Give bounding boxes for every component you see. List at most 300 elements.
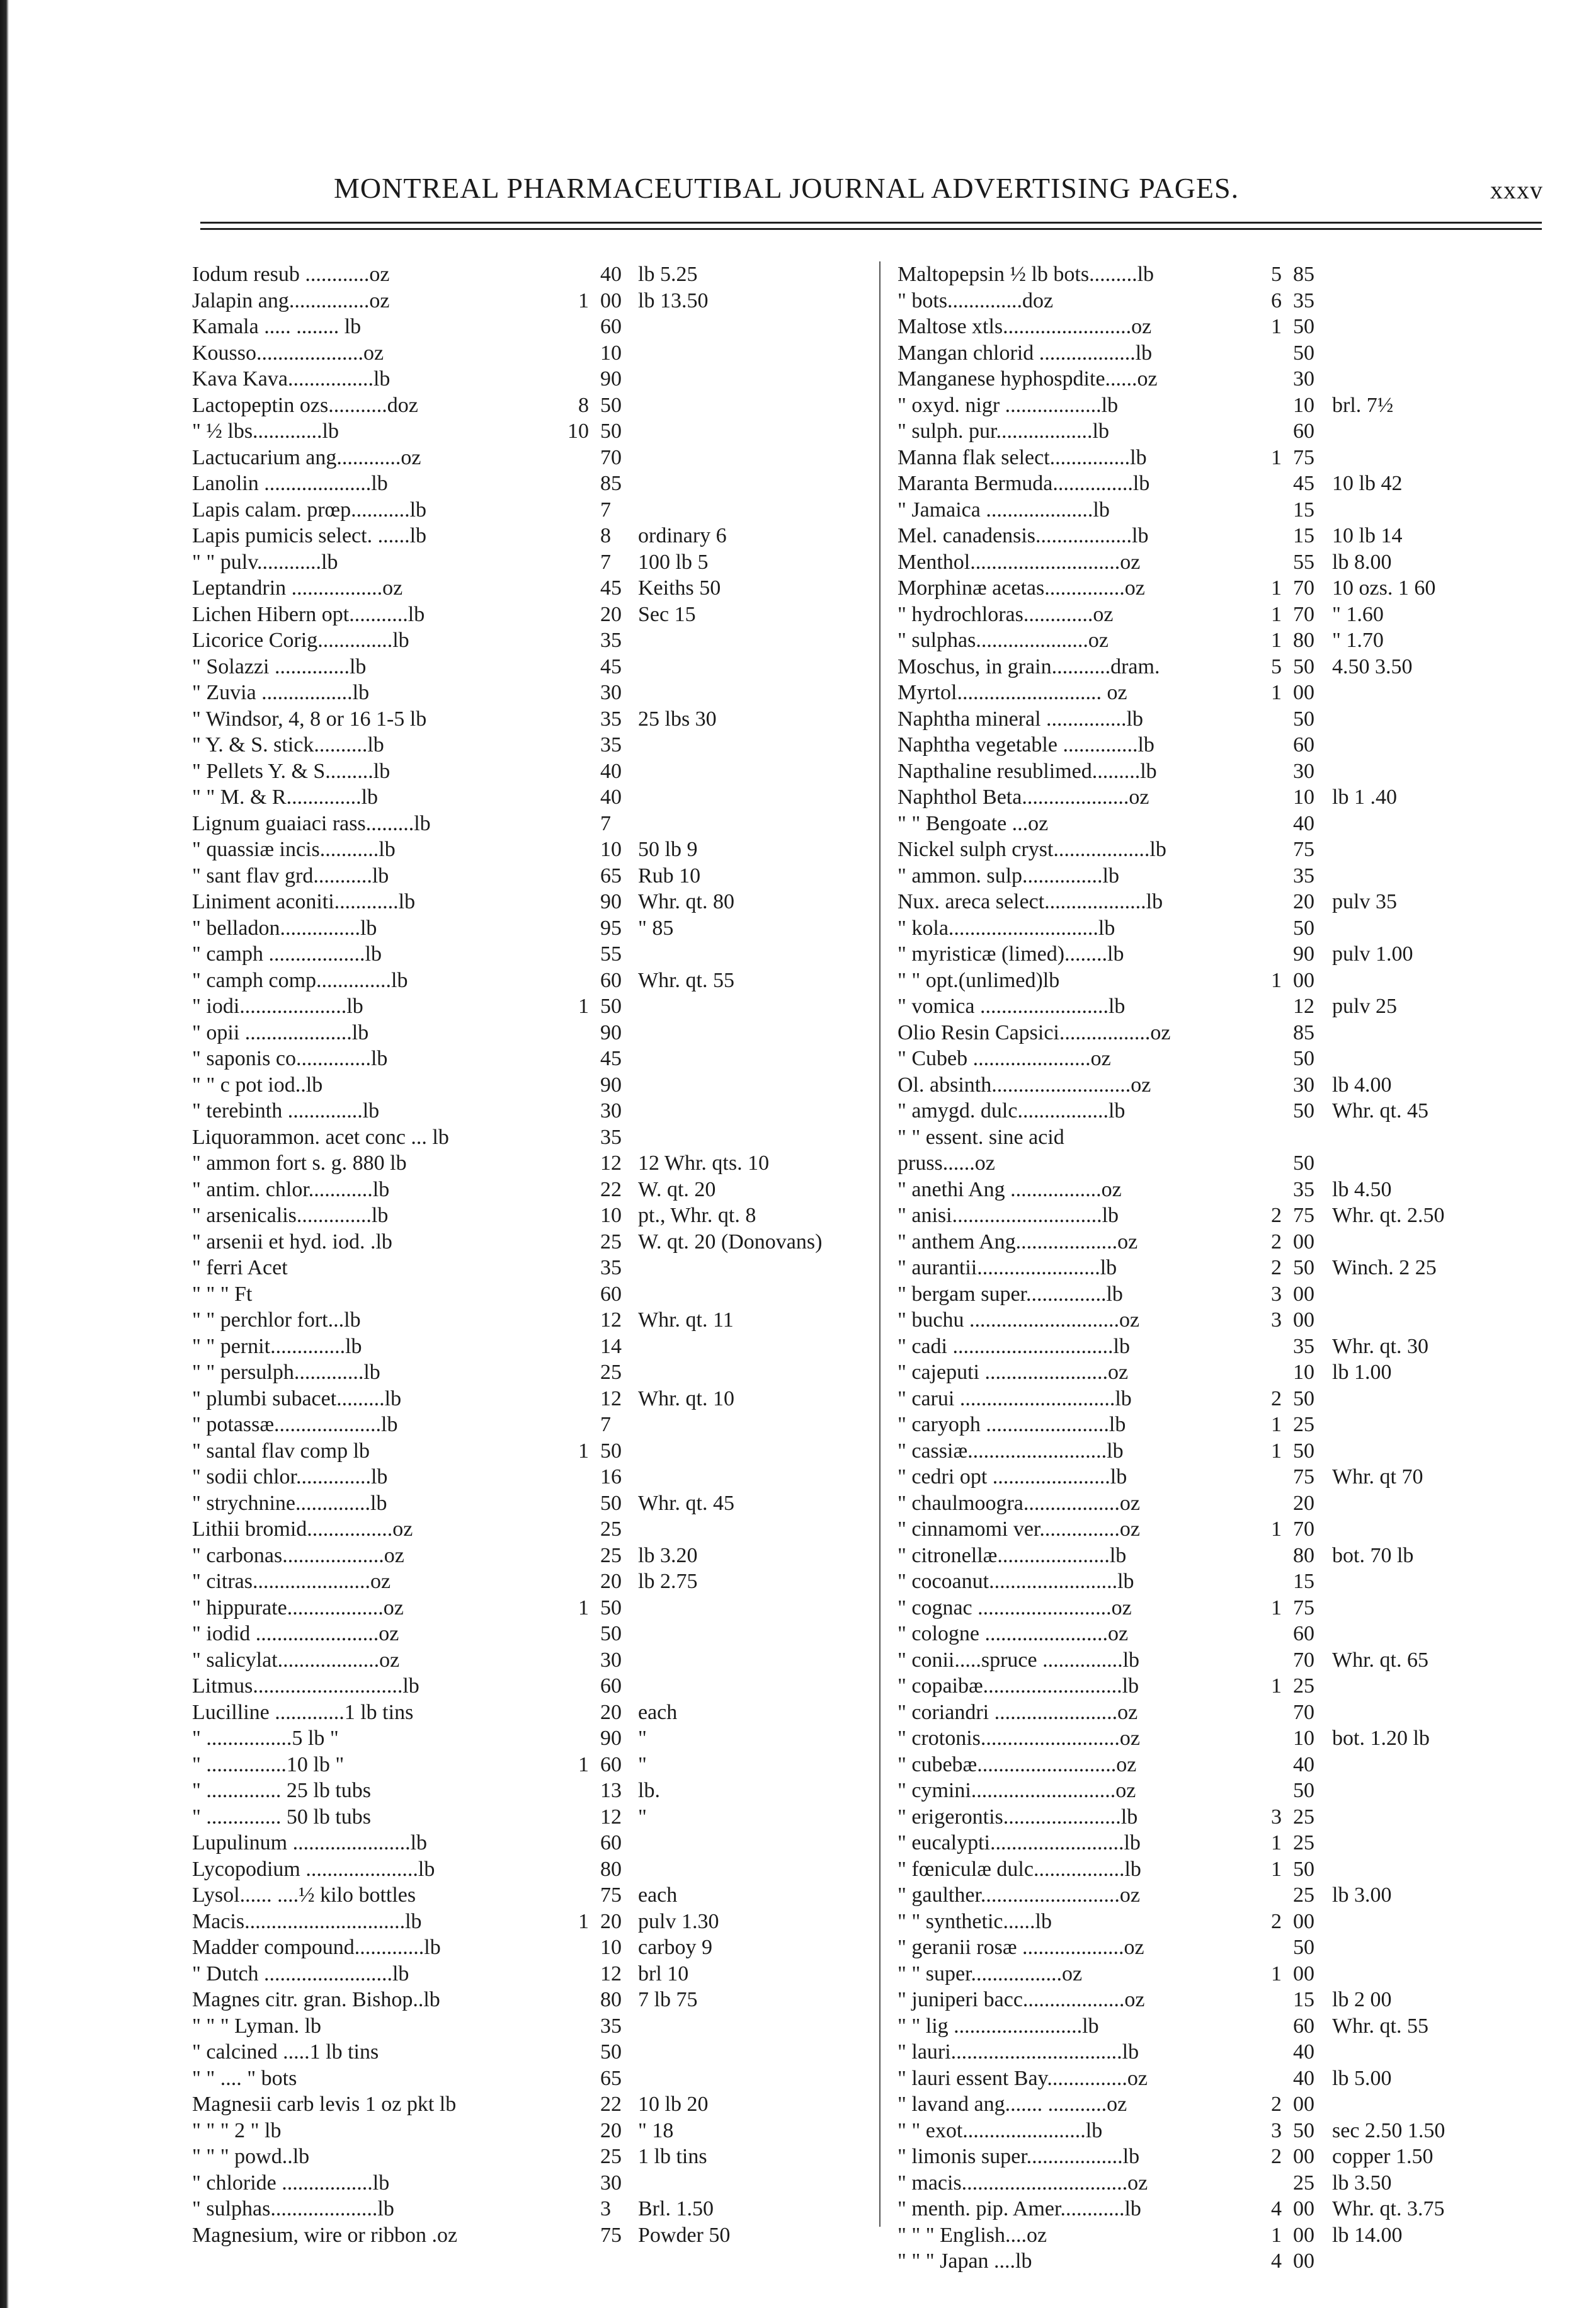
item-price-cents: 00: [1293, 2249, 1314, 2273]
price-list-entry: [192, 2196, 822, 2222]
price-list-entry: [192, 314, 822, 340]
item-price-cents: 60: [1293, 733, 1314, 757]
price-list-entry: [192, 1856, 822, 1883]
item-name: Leptandrin .................oz: [192, 576, 403, 600]
item-name: " cedri opt ......................lb: [898, 1465, 1127, 1488]
page-header: [315, 164, 1543, 208]
price-list-entry: [192, 1700, 822, 1726]
item-price-cents: 7: [600, 811, 611, 835]
item-note: lb 5.25: [638, 263, 698, 286]
item-price-cents: 00: [1293, 2223, 1314, 2247]
item-name: " arsenicalis..............lb: [192, 1204, 389, 1227]
price-list-entry: [192, 2091, 822, 2118]
item-price-cents: 7: [600, 550, 611, 574]
item-price-cents: 50: [1293, 1439, 1314, 1463]
price-list-entry: [192, 1464, 822, 1490]
item-price-cents: 14: [600, 1334, 622, 1358]
item-name: " ammon fort s. g. 880 lb: [192, 1151, 407, 1175]
item-price-cents: 60: [600, 315, 622, 338]
item-price-dollars: 4: [1271, 2249, 1282, 2273]
price-list-entry: [192, 1281, 822, 1308]
item-note: Whr. qt. 65: [1332, 1648, 1428, 1672]
item-price-cents: 50: [1293, 707, 1314, 731]
price-list-entry: [898, 392, 1527, 419]
item-name: Nickel sulph cryst..................lb: [898, 838, 1166, 861]
price-list-entry: [898, 1725, 1527, 1752]
price-list-entry: [898, 1568, 1527, 1595]
item-price-cents: 80: [1293, 629, 1314, 652]
price-list-entry: [898, 523, 1527, 549]
item-name: " belladon...............lb: [192, 916, 377, 940]
item-name: " myristicæ (limed)........lb: [898, 942, 1124, 966]
item-name: " " pernit..............lb: [192, 1334, 362, 1358]
column-divider: [879, 261, 881, 2227]
item-name: " amygd. dulc.................lb: [898, 1099, 1126, 1123]
item-name: Lapis calam. prœp...........lb: [192, 498, 427, 522]
price-list-entry: [192, 706, 822, 733]
item-price-cents: 00: [1293, 2197, 1314, 2220]
price-list-entry: [192, 680, 822, 706]
price-list-entry: [898, 680, 1527, 706]
price-list-entry: [192, 1098, 822, 1124]
item-price-cents: 50: [600, 1491, 622, 1515]
item-price-dollars: 1: [1271, 968, 1282, 992]
item-price-cents: 45: [600, 1047, 622, 1070]
price-list-entry: [898, 1700, 1527, 1726]
price-list-entry: [898, 1098, 1527, 1124]
item-name: " sodii chlor..............lb: [192, 1465, 388, 1488]
item-note: lb 2.75: [638, 1570, 698, 1593]
item-price-cents: 50: [600, 2040, 622, 2064]
price-list-entry: [898, 261, 1527, 288]
price-list-entry: [898, 1359, 1527, 1386]
item-name: " antim. chlor............lb: [192, 1177, 390, 1201]
item-note: Whr. qt. 55: [1332, 2014, 1428, 2038]
item-price-dollars: 1: [1271, 1439, 1282, 1463]
price-list-entry: [898, 1934, 1527, 1961]
header-rule-bottom: [200, 228, 1542, 230]
price-list-entry: [898, 1281, 1527, 1308]
price-list-entry: [192, 1882, 822, 1909]
price-list-entry: [898, 418, 1527, 445]
item-price-cents: 10: [1293, 1727, 1314, 1750]
item-price-cents: 85: [1293, 263, 1314, 286]
item-note: Powder 50: [638, 2223, 731, 2247]
item-name: " " " English....oz: [898, 2223, 1047, 2247]
item-price-dollars: 1: [578, 288, 589, 312]
item-name: " kola............................lb: [898, 916, 1115, 940]
item-name: " ................5 lb ": [192, 1727, 339, 1750]
price-list-entry: [898, 627, 1527, 654]
item-note: 50 lb 9: [638, 838, 698, 861]
item-name: " gaulther..........................oz: [898, 1883, 1140, 1907]
price-list-entry: [192, 968, 822, 994]
price-list-entry: [898, 2170, 1527, 2197]
price-list-entry: [192, 523, 822, 549]
item-price-cents: 55: [1293, 550, 1314, 574]
item-price-cents: 35: [1293, 288, 1314, 312]
item-price-cents: 70: [1293, 602, 1314, 626]
item-price-dollars: 4: [1271, 2197, 1282, 2220]
price-list-entry: [192, 1830, 822, 1856]
item-name: " " " Lyman. lb: [192, 2014, 322, 2038]
price-list-entry: [192, 784, 822, 811]
item-name: " camph ..................lb: [192, 942, 382, 966]
item-name: " cubebæ..........................oz: [898, 1752, 1137, 1776]
item-name: " saponis co..............lb: [192, 1047, 388, 1070]
item-note: lb 2 00: [1332, 1988, 1392, 2011]
price-list-entry: [898, 1856, 1527, 1883]
item-name: " hydrochloras.............oz: [898, 602, 1114, 626]
item-name: Licorice Corig..............lb: [192, 629, 409, 652]
item-price-dollars: 8: [578, 393, 589, 417]
item-note: pulv 25: [1332, 995, 1397, 1018]
price-list-entry: [192, 1516, 822, 1543]
item-note: W. qt. 20 (Donovans): [638, 1230, 823, 1254]
item-price-cents: 25: [600, 1230, 622, 1254]
item-name: " strychnine..............lb: [192, 1491, 387, 1515]
item-price-cents: 80: [1293, 1543, 1314, 1567]
price-list-entry: [898, 2144, 1527, 2170]
item-name: Manganese hyphospdite......oz: [898, 367, 1158, 391]
item-price-cents: 20: [600, 1700, 622, 1724]
item-note: 25 lbs 30: [638, 707, 717, 731]
item-price-dollars: 1: [578, 995, 589, 1018]
item-price-cents: 30: [600, 1099, 622, 1123]
item-name: " fœniculæ dulc.................lb: [898, 1857, 1141, 1881]
item-price-cents: 90: [600, 890, 622, 913]
item-note: Winch. 2 25: [1332, 1256, 1437, 1279]
price-list-entry: [898, 1830, 1527, 1856]
price-list-entry: [192, 654, 822, 680]
item-name: " Pellets Y. & S.........lb: [192, 759, 390, 783]
item-price-cents: 13: [600, 1779, 622, 1802]
item-price-cents: 10: [600, 341, 622, 365]
item-note: Whr. qt. 2.50: [1332, 1204, 1445, 1227]
item-price-cents: 70: [1293, 1648, 1314, 1672]
item-note: lb 3.50: [1332, 2171, 1392, 2195]
item-name: " " lig ........................lb: [898, 2014, 1099, 2038]
item-name: Lactucarium ang............oz: [192, 445, 421, 469]
item-note: ": [638, 1805, 647, 1829]
price-list-entry: [192, 1725, 822, 1752]
item-price-dollars: 2: [1271, 1204, 1282, 1227]
item-price-dollars: 2: [1271, 1230, 1282, 1254]
item-price-cents: 20: [600, 1570, 622, 1593]
item-price-cents: 00: [600, 288, 622, 312]
item-price-cents: 15: [1293, 524, 1314, 547]
price-list-entry: [898, 340, 1527, 367]
price-list-entry: [898, 2065, 1527, 2092]
item-price-cents: 25: [600, 1361, 622, 1384]
item-price-cents: 12: [600, 1151, 622, 1175]
item-price-cents: 60: [600, 1282, 622, 1306]
item-price-cents: 75: [1293, 1465, 1314, 1488]
price-list-entry: [898, 1987, 1527, 2013]
item-name: " potassæ....................lb: [192, 1413, 398, 1436]
item-price-dollars: 1: [1271, 629, 1282, 652]
item-note: 10 lb 14: [1332, 524, 1403, 547]
price-list-entry: [898, 837, 1527, 863]
price-list-entry: [898, 1752, 1527, 1778]
price-list-entry: [192, 445, 822, 471]
price-list-entry: [898, 2118, 1527, 2144]
item-price-cents: 60: [600, 1674, 622, 1698]
item-name: " lauri essent Bay...............oz: [898, 2066, 1148, 2090]
item-price-cents: 30: [1293, 1073, 1314, 1097]
item-name: Maltopepsin ½ lb bots.........lb: [898, 263, 1154, 286]
item-price-dollars: 1: [1271, 2223, 1282, 2247]
item-note: brl 10: [638, 1962, 689, 1985]
item-name: Olio Resin Capsici.................oz: [898, 1020, 1171, 1044]
item-price-cents: 8: [600, 524, 611, 547]
price-list-entry: [898, 602, 1527, 628]
item-name: " hippurate..................oz: [192, 1596, 404, 1620]
price-list-entry: [192, 993, 822, 1020]
item-price-cents: 75: [1293, 838, 1314, 861]
price-list-entry: [898, 2248, 1527, 2275]
price-list-entry: [898, 2039, 1527, 2065]
price-list-entry: [898, 1961, 1527, 1987]
item-name: " bots..............doz: [898, 288, 1054, 312]
item-name: " plumbi subacet.........lb: [192, 1386, 402, 1410]
item-name: Moschus, in grain...........dram.: [898, 654, 1160, 678]
item-price-cents: 50: [600, 1622, 622, 1645]
price-list-entry: [192, 1621, 822, 1647]
item-note: lb.: [638, 1779, 660, 1802]
item-price-cents: 70: [1293, 576, 1314, 600]
price-list-entry: [192, 602, 822, 628]
item-price-cents: 50: [600, 393, 622, 417]
item-name: " calcined .....1 lb tins: [192, 2040, 379, 2064]
item-name: Kousso....................oz: [192, 341, 384, 365]
item-note: lb 4.50: [1332, 1177, 1392, 1201]
item-name: Liquorammon. acet conc ... lb: [192, 1125, 449, 1149]
price-list-entry: [192, 1438, 822, 1465]
item-name: " Dutch ........................lb: [192, 1962, 409, 1985]
item-name: pruss......oz: [898, 1151, 995, 1175]
item-price-cents: 40: [600, 786, 622, 809]
price-list-entry: [898, 1778, 1527, 1804]
item-note: bot. 1.20 lb: [1332, 1727, 1430, 1750]
item-price-cents: 15: [1293, 1988, 1314, 2011]
item-note: Brl. 1.50: [638, 2197, 714, 2220]
item-name: Magnesium, wire or ribbon .oz: [192, 2223, 458, 2247]
price-list-entry: [898, 1543, 1527, 1569]
item-note: Whr. qt. 11: [638, 1308, 734, 1332]
item-name: Myrtol........................... oz: [898, 681, 1127, 704]
price-list-entry: [898, 1229, 1527, 1255]
item-name: " ...............10 lb ": [192, 1752, 345, 1776]
item-price-cents: 70: [1293, 1700, 1314, 1724]
price-list-entry: [898, 1621, 1527, 1647]
item-name: " ½ lbs.............lb: [192, 420, 339, 443]
item-price-cents: 60: [600, 1831, 622, 1854]
item-price-cents: 80: [600, 1988, 622, 2011]
item-name: " lavand ang....... ...........oz: [898, 2093, 1127, 2116]
item-note: Whr. qt. 55: [638, 968, 734, 992]
item-name: " cocoanut........................lb: [898, 1570, 1134, 1593]
item-price-cents: 50: [1293, 1386, 1314, 1410]
price-list-entry: [192, 1909, 822, 1935]
item-price-cents: 25: [1293, 1831, 1314, 1854]
item-name: Mel. canadensis..................lb: [898, 524, 1149, 547]
item-price-dollars: 1: [1271, 315, 1282, 338]
price-list-entry: [192, 418, 822, 445]
item-name: " Zuvia .................lb: [192, 681, 370, 704]
item-price-cents: 55: [600, 942, 622, 966]
item-name: " ferri Acet: [192, 1256, 288, 1279]
price-list-entry: [898, 1334, 1527, 1360]
price-list-entry: [192, 732, 822, 758]
price-list-entry: [898, 575, 1527, 602]
item-name: " copaibæ..........................lb: [898, 1674, 1139, 1698]
price-list-entry: [192, 1124, 822, 1151]
price-list-entry: [192, 1229, 822, 1255]
item-name: Maranta Bermuda...............lb: [898, 472, 1150, 495]
header-rule-top: [200, 222, 1542, 224]
item-price-cents: 00: [1293, 1230, 1314, 1254]
item-note: " 85: [638, 916, 674, 940]
price-list-entry: [192, 288, 822, 314]
item-price-cents: 50: [1293, 2118, 1314, 2142]
item-name: " erigerontis......................lb: [898, 1805, 1138, 1829]
item-price-cents: 25: [1293, 1413, 1314, 1436]
item-name: " lauri................................lb: [898, 2040, 1139, 2064]
item-price-cents: 50: [600, 420, 622, 443]
item-price-cents: 7: [600, 498, 611, 522]
item-name: " macis...............................oz: [898, 2171, 1148, 2195]
item-price-dollars: 1: [1271, 445, 1282, 469]
item-price-cents: 35: [600, 1125, 622, 1149]
item-price-dollars: 1: [578, 1909, 589, 1933]
item-note: " 1.70: [1332, 629, 1384, 652]
item-price-cents: 15: [1293, 1570, 1314, 1593]
item-name: " cologne .......................oz: [898, 1622, 1129, 1645]
price-list-entry: [898, 863, 1527, 889]
journal-title: MONTREAL PHARMACEUTIBAL JOURNAL ADVERTISING PAGES.: [334, 172, 1240, 204]
item-name: " anethi Ang .................oz: [898, 1177, 1122, 1201]
item-price-cents: 65: [600, 2066, 622, 2090]
item-note: Whr. qt. 45: [1332, 1099, 1428, 1123]
price-list-entry: [192, 1020, 822, 1046]
item-price-cents: 75: [1293, 1596, 1314, 1620]
item-price-dollars: 1: [1271, 576, 1282, 600]
item-name: " " opt.(unlimed)lb: [898, 968, 1060, 992]
item-name: Jalapin ang...............oz: [192, 288, 390, 312]
item-name: " " perchlor fort...lb: [192, 1308, 361, 1332]
price-list-entry: [898, 314, 1527, 340]
item-price-cents: 85: [1293, 1020, 1314, 1044]
price-list-entry: [898, 497, 1527, 523]
item-note: lb 8.00: [1332, 550, 1392, 574]
item-price-dollars: 5: [1271, 263, 1282, 286]
item-name: " " exot.......................lb: [898, 2118, 1103, 2142]
item-price-cents: 10: [1293, 393, 1314, 417]
item-price-cents: 40: [1293, 2066, 1314, 2090]
item-price-cents: 20: [600, 2118, 622, 2142]
item-price-cents: 10: [600, 838, 622, 861]
item-name: " chloride .................lb: [192, 2171, 390, 2195]
item-name: " anthem Ang...................oz: [898, 1230, 1138, 1254]
item-price-cents: 75: [600, 1883, 622, 1907]
item-name: Magnes citr. gran. Bishop..lb: [192, 1988, 440, 2011]
price-list-entry: [898, 288, 1527, 314]
item-price-cents: 00: [1293, 2093, 1314, 2116]
item-name: " Cubeb ......................oz: [898, 1047, 1111, 1070]
item-note: lb 1 .40: [1332, 786, 1397, 809]
price-list-entry: [192, 392, 822, 419]
item-name: Lithii bromid................oz: [192, 1517, 413, 1541]
item-name: " limonis super..................lb: [898, 2145, 1140, 2168]
item-price-cents: 30: [600, 2171, 622, 2195]
item-price-cents: 35: [1293, 1334, 1314, 1358]
item-note: ": [638, 1727, 647, 1750]
price-list-entry: [192, 2118, 822, 2144]
item-name: " menth. pip. Amer............lb: [898, 2197, 1141, 2220]
price-list-entry: [192, 1595, 822, 1621]
item-note: Keiths 50: [638, 576, 721, 600]
price-list-entry: [192, 549, 822, 576]
item-price-dollars: 1: [1271, 1962, 1282, 1985]
price-list-entry: [192, 837, 822, 863]
price-list-entry: [898, 1307, 1527, 1334]
item-note: " 18: [638, 2118, 674, 2142]
price-list-entry: [192, 1647, 822, 1674]
item-price-cents: 20: [1293, 1491, 1314, 1515]
item-note: 4.50 3.50: [1332, 654, 1413, 678]
item-price-cents: 10: [600, 1936, 622, 1959]
item-price-cents: 50: [1293, 1857, 1314, 1881]
price-list-entry: [898, 784, 1527, 811]
item-price-cents: 65: [600, 864, 622, 888]
item-price-cents: 7: [600, 1413, 611, 1436]
item-price-cents: 75: [1293, 445, 1314, 469]
item-note: lb 3.20: [638, 1543, 698, 1567]
item-price-dollars: 2: [1271, 1256, 1282, 1279]
item-name: " " super.................oz: [898, 1962, 1083, 1985]
item-price-cents: 85: [600, 472, 622, 495]
price-list-entry: [898, 2196, 1527, 2222]
item-name: " iodid .......................oz: [192, 1622, 399, 1645]
item-price-cents: 00: [1293, 1282, 1314, 1306]
price-list-entry: [192, 1150, 822, 1177]
item-note: bot. 70 lb: [1332, 1543, 1414, 1567]
price-list-entry: [192, 1804, 822, 1831]
item-name: " sulphas.....................oz: [898, 629, 1109, 652]
item-note: 10 lb 20: [638, 2093, 709, 2116]
item-name: " juniperi bacc...................oz: [898, 1988, 1145, 2011]
item-name: " buchu ............................oz: [898, 1308, 1140, 1332]
item-name: " sulphas....................lb: [192, 2197, 394, 2220]
item-name: " aurantii.......................lb: [898, 1256, 1117, 1279]
item-price-cents: 60: [1293, 1622, 1314, 1645]
item-name: " sant flav grd...........lb: [192, 864, 389, 888]
price-list-entry: [192, 915, 822, 942]
price-list-entry: [192, 1255, 822, 1281]
item-price-cents: 35: [600, 733, 622, 757]
item-price-dollars: 6: [1271, 288, 1282, 312]
item-name: " anisi............................lb: [898, 1204, 1119, 1227]
item-price-cents: 30: [1293, 759, 1314, 783]
item-price-cents: 25: [1293, 1883, 1314, 1907]
item-name: Lignum guaiaci rass.........lb: [192, 811, 431, 835]
price-list-entry: [898, 1255, 1527, 1281]
item-name: " " c pot iod..lb: [192, 1073, 323, 1097]
item-price-cents: 35: [600, 1256, 622, 1279]
item-name: " citronellæ.....................lb: [898, 1543, 1127, 1567]
item-name: " " M. & R..............lb: [192, 786, 379, 809]
